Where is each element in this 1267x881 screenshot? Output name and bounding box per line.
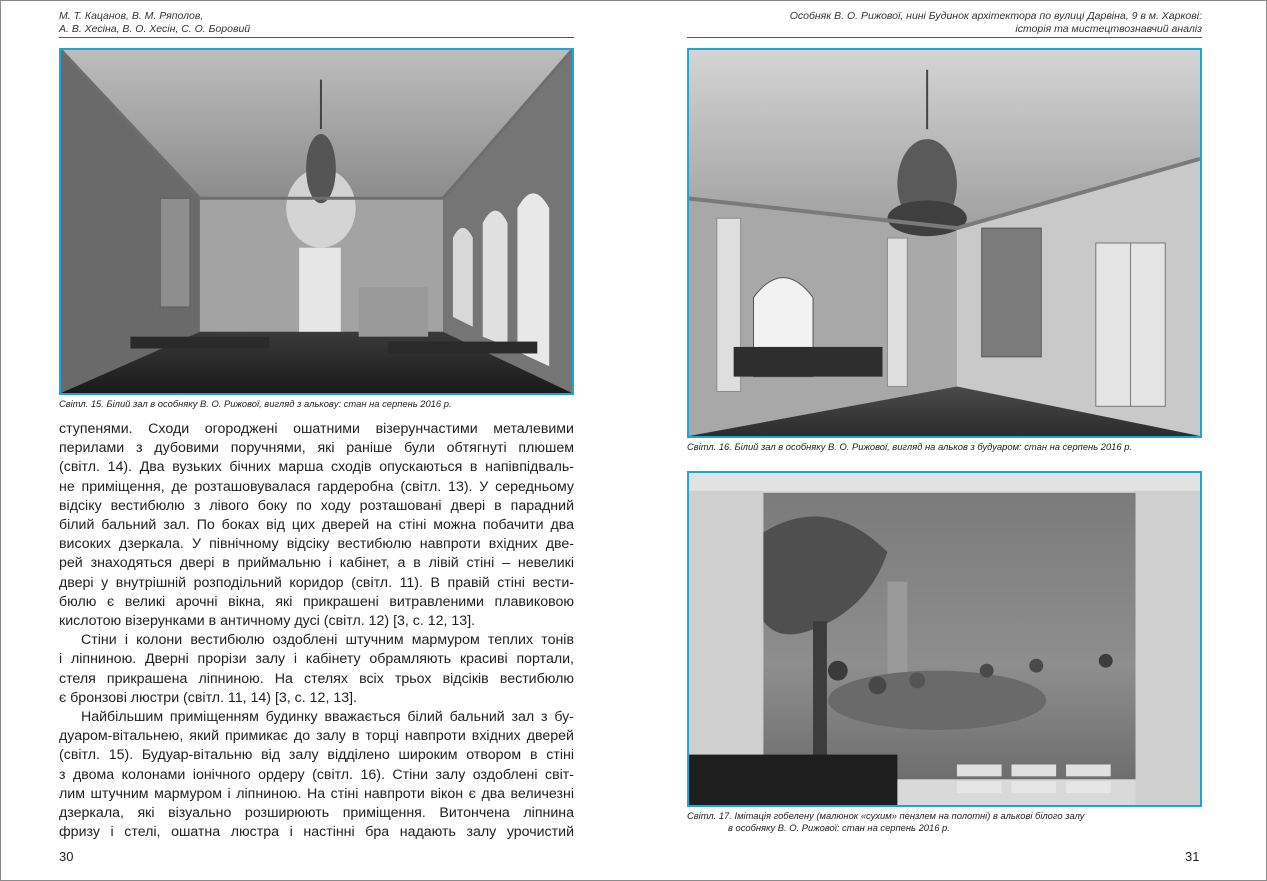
text-line: Найбільшим приміщенням будинку вважається білий бальний зал з бу- [81,709,574,726]
text-line: двері у внутрішній розподільний коридор (світл. 11). В правій стіні вести- [59,574,574,591]
paragraph-3 [59,708,574,842]
left-header-authors-line2: А. В. Хесіна, В. О. Хесін, С. О. Боровий [59,22,251,35]
text-line: не приміщення, де розташовувалася гардеробна (світл. 13). У середньому [59,478,574,495]
figure-16-caption: Світл. 16. Білий зал в особняку В. О. Рижової, вигляд на альков з будуаром: стан на серпень 2016 р. [687,441,1133,452]
text-line: (світл. 14). Два вузьких бічних марша сходів опускаються в напівпідваль- [59,459,574,476]
figure-16-photo [687,48,1202,438]
figure-15-caption: Світл. 15. Білий зал в особняку В. О. Рижової, вигляд з альковy: стан на серпень 2016 р. [59,398,452,409]
text-line: дуаром-вітальнею, який примикає до залу в торці навпроти вхідних дверей [59,728,574,745]
text-line: ступенями. Сходи огороджені ошатними візерунчастими металевими [59,421,574,437]
text-line: перилами з дубовими поручнями, які раніше були обтягнуті плюшем [59,440,574,457]
text-line: білий бальний зал. По боках від цих дверей на стіні можна побачити два [59,517,574,534]
text-line: бюлю є великі арочні вікна, які прикрашені витравленими плавиковою [59,593,574,610]
alcove-photo-illustration [689,50,1200,436]
right-header-title-line2: історія та мистецтвознавчий аналіз [1015,22,1202,35]
right-running-header [687,10,1202,35]
text-line: (світл. 15). Будуар-вітальню від залу відділено широким отвором в стіні [59,747,574,764]
figure-17-caption [687,810,1084,834]
main-body-text [59,420,574,842]
text-line: високих дзеркала. У північному відсіку вестибюлю навпроти вхідних две- [59,536,574,553]
tapestry-photo-illustration [689,473,1200,805]
text-line: стеля прикрашена ліпниною. На стелях всіх трьох відсіків вестибюлю [59,670,574,687]
figure-17-caption-line2: в особняку В. О. Рижової: стан на серпень 2016 р. [728,822,950,833]
paragraph-1 [59,420,574,631]
paragraph-2 [59,631,574,708]
text-line: є бронзові люстри (світл. 11, 14) [3, с. 12, 13]. [59,689,357,706]
text-line: Стіни і колони вестибюлю оздоблені штучним мармуром теплих тонів [81,632,574,649]
figure-17-photo [687,471,1202,807]
right-header-rule [687,37,1202,38]
figure-15-photo [59,48,574,395]
text-line: рей знаходяться двері в приймальню і кабінет, а в лівій стіні – невеликі [59,555,574,572]
text-line: лим штучним мармуром і ліпниною. На стіні навпроти вікон є два величезні [59,785,574,802]
right-header-title-line1: Особняк В. О. Рижової, нині Будинок архітектора по вулиці Дарвіна, 9 в м. Харкові: [789,10,1202,22]
left-page [0,0,633,881]
left-header-rule [59,37,574,38]
left-header-authors-line1: М. Т. Кацанов, В. М. Ряполов, [59,10,204,22]
text-line: дзеркала, які візуально розширюють приміщення. Витончена ліпнина [59,805,574,822]
right-page-number: 31 [1185,849,1200,864]
text-line: фризу і стелі, ошатна люстра і настінні бра надають залу урочистий [59,824,574,841]
left-page-number: 30 [59,849,74,864]
text-line: кислотою візерунками в античному дусі (світл. 12) [3, с. 12, 13]. [59,613,476,630]
right-page [634,0,1267,881]
text-line: відсіку вестибюлю з лівого боку по ходу розташовані двері в парадний [59,497,574,514]
text-line: і ліпниною. Дверні прорізи залу і кабінету обрамляють красиві портали, [59,651,574,668]
text-line: з двома колонами іонічного ордеру (світл. 16). Стіни залу оздоблені світ- [59,766,574,783]
figure-17-caption-line1: Світл. 17. Імітація гобелену (малюнок «сухим» пензлем на полотні) в алькові білого залу [687,810,1085,821]
ballroom-photo-illustration [61,50,572,393]
left-running-header [59,10,574,35]
